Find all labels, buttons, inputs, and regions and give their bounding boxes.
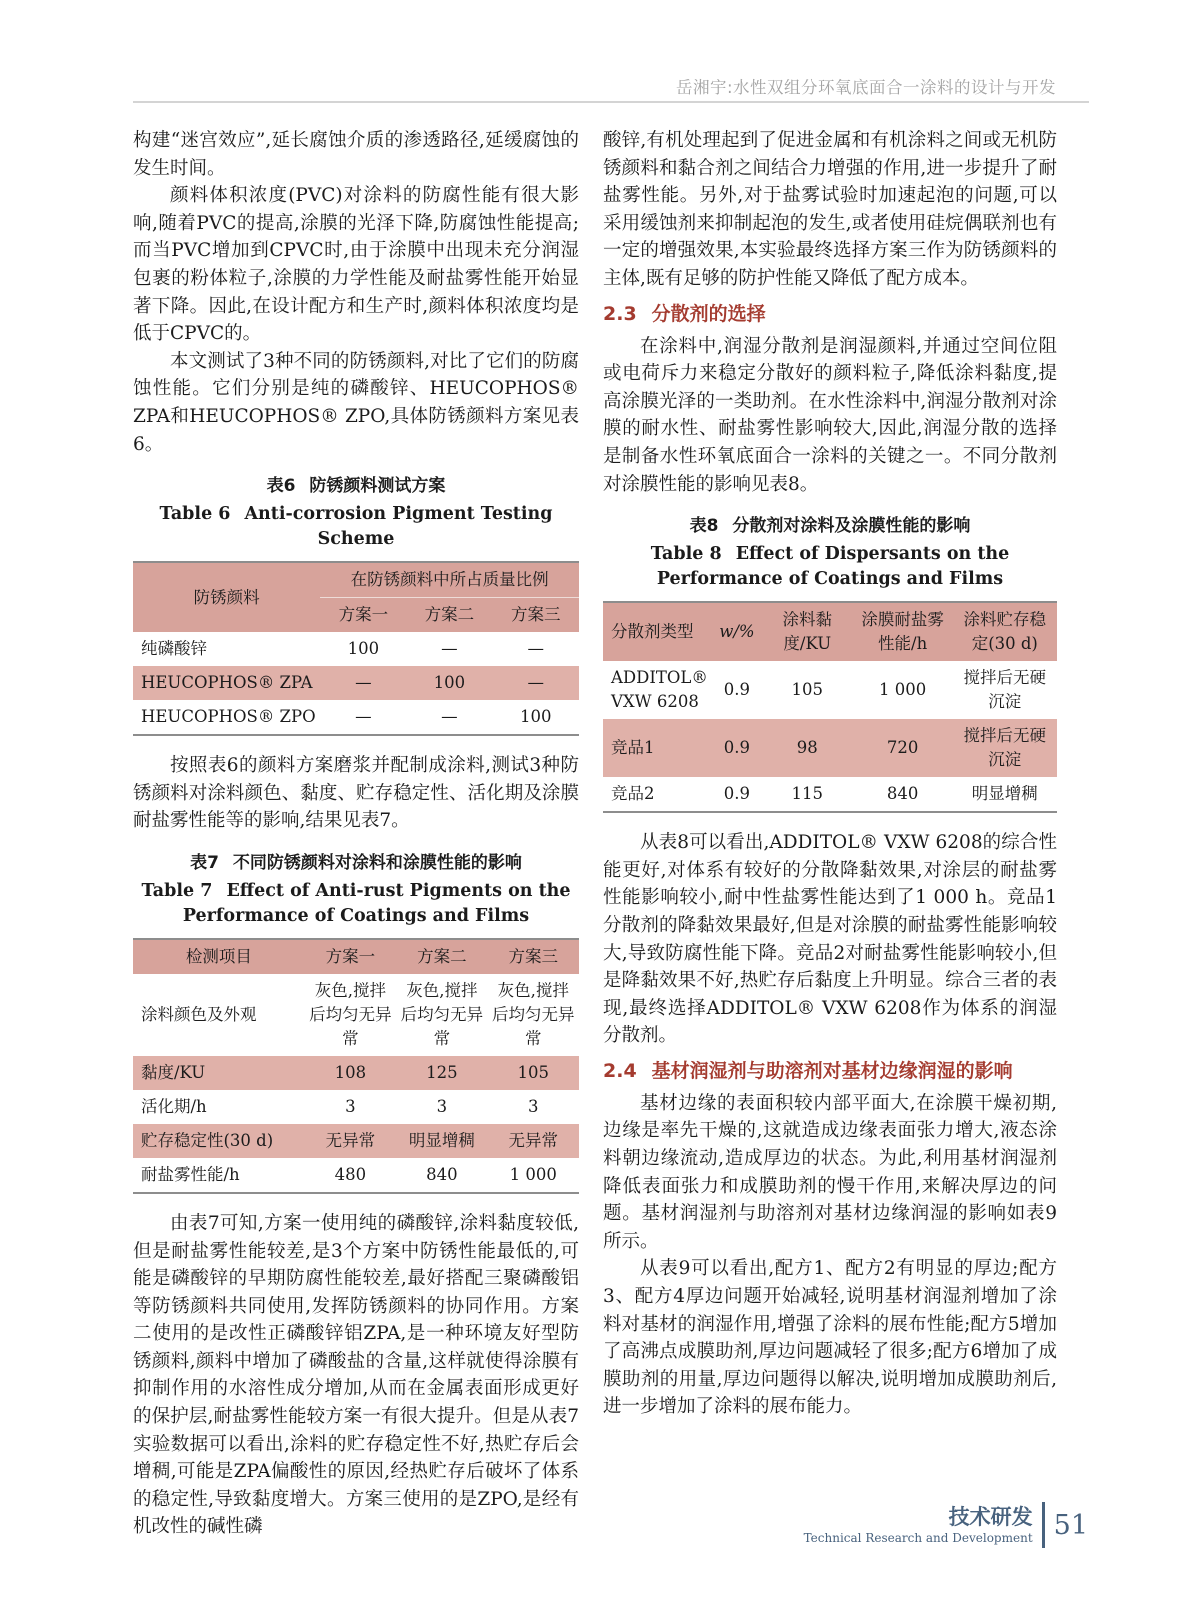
paragraph: 从表9可以看出,配方1、配方2有明显的厚边;配方3、配方4厚边问题开始减轻,说明基材润湿剂增加了涂料对基材的润湿作用,增强了涂料的展布性能;配方5增加了高沸点成膜助剂,厚边问题减轻了很多;配方6增加了成膜助剂的用量,厚边问题得以解决,说明增加成膜助剂后,进一步增加了涂料的展布能力。 — [603, 1258, 1057, 1418]
table-cell: — — [441, 639, 458, 659]
table-cell: 3 — [528, 1096, 539, 1116]
table-cell: — — [527, 639, 544, 659]
table-cell: 115 — [791, 784, 824, 804]
page-body — [133, 127, 1057, 1541]
table-cell: 灰色,搅拌后均匀无异常 — [400, 980, 484, 1048]
right-column — [603, 127, 1057, 1421]
paragraph: 按照表6的颜料方案磨浆并配制成涂料,测试3种防锈颜料对涂料颜色、黏度、贮存稳定性、活化期及涂膜耐盐雾性能等的影响,结果见表7。 — [133, 755, 579, 832]
table7-label-cn: 表7 — [190, 852, 219, 873]
table-header-cell: 涂膜耐盐雾性能/h — [853, 602, 953, 661]
table7-block — [133, 850, 579, 1194]
table-header-cell: 方案一 — [320, 598, 406, 633]
table-cell: 黏度/KU — [133, 1056, 305, 1090]
table-cell: 无异常 — [305, 1124, 396, 1158]
table6-label-cn: 表6 — [266, 476, 296, 497]
section-title: 基材润湿剂与助溶剂对基材边缘润湿的影响 — [651, 1059, 1013, 1082]
table-header-cell: w/% — [712, 602, 762, 661]
table7-caption-en — [133, 879, 579, 929]
table-cell: 3 — [436, 1096, 448, 1116]
page-number: 51 — [1053, 1509, 1088, 1541]
paragraph: 颜料体积浓度(PVC)对涂料的防腐性能有很大影响,随着PVC的提高,涂膜的光泽下降,防腐蚀性能提高;而当PVC增加到CPVC时,由于涂膜中出现未充分润湿包裹的粉体粒子,涂膜的力学性能及耐盐雾性能开始显著下降。因此,在设计配方和生产时,颜料体积浓度均是低于CPVC的。 — [133, 185, 579, 345]
paragraph: 构建“迷宫效应”,延长腐蚀介质的渗透路径,延缓腐蚀的发生时间。 — [133, 130, 579, 179]
table8-title-en: Effect of Dispersants on the Performance of Coatings and Films — [656, 544, 1010, 590]
table-header-cell: 涂料贮存稳定(30 d) — [953, 602, 1057, 661]
footer-section-cn: 技术研发 — [948, 1504, 1033, 1529]
table-cell: 108 — [305, 1056, 396, 1090]
table6-title-en: Anti-corrosion Pigment Testing Scheme — [244, 504, 553, 550]
table8-caption-cn — [603, 513, 1057, 539]
table-row — [603, 661, 1057, 719]
table-header-cell: 方案二 — [396, 939, 487, 974]
section-heading-2-4 — [603, 1056, 1057, 1086]
table-cell: 1 000 — [879, 680, 927, 700]
table-row — [133, 1158, 579, 1193]
table-header-cell: 分散剂类型 — [603, 602, 712, 661]
table-header-cell: 方案一 — [305, 939, 396, 974]
table-cell: 105 — [488, 1056, 579, 1090]
table6-label-en: Table 6 — [159, 504, 231, 525]
table-row — [133, 974, 579, 1056]
table-8 — [603, 601, 1057, 813]
table-cell: 活化期/h — [141, 1096, 207, 1116]
section-number: 2.3 — [603, 302, 637, 325]
table7-caption-cn — [133, 850, 579, 876]
table6-block — [133, 473, 579, 736]
table-cell: 纯磷酸锌 — [141, 639, 207, 659]
section-title: 分散剂的选择 — [651, 302, 766, 325]
table-cell: 无异常 — [488, 1124, 579, 1158]
table-row — [603, 719, 1057, 777]
table-cell: 明显增稠 — [396, 1124, 487, 1158]
footer-divider — [1042, 1502, 1045, 1548]
page-footer — [804, 1502, 1088, 1548]
paragraph: 本文测试了3种不同的防锈颜料,对比了它们的防腐蚀性能。它们分别是纯的磷酸锌、HEUCOPHOS® ZPA和HEUCOPHOS® ZPO,具体防锈颜料方案见表6。 — [133, 350, 579, 455]
table-cell: 0.9 — [712, 719, 762, 777]
table-cell: 涂料颜色及外观 — [141, 1004, 257, 1024]
table-cell: — — [320, 666, 406, 700]
table-6 — [133, 561, 579, 736]
table8-block — [603, 513, 1057, 813]
table7-title-en: Effect of Anti-rust Pigments on the Performance of Coatings and Films — [182, 880, 571, 926]
table-cell: 1 000 — [509, 1164, 557, 1184]
table-cell: 灰色,搅拌后均匀无异常 — [309, 980, 392, 1048]
table-header-cell: 涂料黏度/KU — [762, 602, 853, 661]
table-cell: — — [441, 707, 458, 727]
table-header-cell: 方案三 — [492, 598, 579, 633]
table8-caption-en — [603, 542, 1057, 592]
table-header-cell: 防锈颜料 — [133, 562, 320, 632]
header-rule — [133, 101, 1089, 103]
paragraph: 由表7可知,方案一使用纯的磷酸锌,涂料黏度较低,但是耐盐雾性能较差,是3个方案中防锈性能最低的,可能是磷酸锌的早期防腐性能较差,最好搭配三聚磷酸铝等防锈颜料共同使用,发挥防锈颜料的协同作用。方案二使用的是改性正磷酸锌铝ZPA,是一种环境友好型防锈颜料,颜料中增加了磷酸盐的含量,这样就使得涂膜有抑制作用的水溶性成分增加,从而在金属表面形成更好的保护层,耐盐雾性能较方案一有很大提升。但是从表7实验数据可以看出,涂料的贮存稳定性不好,热贮存后会增稠,可能是ZPA偏酸性的原因,经热贮存后破坏了体系的稳定性,导致黏度增大。方案三使用的是ZPO,是经有机改性的碱性磷 — [133, 1212, 579, 1538]
table-cell: 3 — [345, 1096, 356, 1116]
table-cell: ADDITOL® VXW 6208 — [611, 668, 708, 712]
paragraph: 在涂料中,润湿分散剂是润湿颜料,并通过空间位阻或电荷斥力来稳定分散好的颜料粒子,降低涂料黏度,提高涂膜光泽的一类助剂。在水性涂料中,润湿分散剂对涂膜的耐水性、耐盐雾性影响较大,因此,润湿分散的选择是制备水性环氧底面合一涂料的关键之一。不同分散剂对涂膜性能的影响见表8。 — [603, 335, 1057, 495]
table-header-cell: 在防锈颜料中所占质量比例 — [320, 562, 579, 598]
table-header-cell: 方案三 — [488, 939, 579, 974]
section-number: 2.4 — [603, 1059, 637, 1082]
table-cell: 105 — [791, 680, 824, 700]
table-cell: HEUCOPHOS® ZPA — [133, 666, 320, 700]
table-row — [133, 1124, 579, 1158]
left-column — [133, 127, 579, 1541]
table8-label-cn: 表8 — [689, 516, 719, 537]
running-head: 岳湘宇:水性双组分环氧底面合一涂料的设计与开发 — [675, 78, 1056, 97]
table-cell: 0.9 — [723, 784, 751, 804]
table6-caption-en — [133, 502, 579, 552]
table-cell: 98 — [762, 719, 853, 777]
footer-section-labels — [804, 1505, 1033, 1546]
table-7 — [133, 938, 579, 1194]
table8-title-cn: 分散剂对涂料及涂膜性能的影响 — [732, 516, 971, 537]
table-header-cell: 检测项目 — [133, 939, 305, 974]
table7-label-en: Table 7 — [141, 880, 213, 901]
table-header-cell: 方案二 — [406, 598, 492, 633]
table-cell: 840 — [886, 784, 919, 804]
table-cell: 125 — [396, 1056, 487, 1090]
table6-caption-cn — [133, 473, 579, 499]
paragraph: 基材边缘的表面积较内部平面大,在涂膜干燥初期,边缘是率先干燥的,这就造成边缘表面张力增大,液态涂料朝边缘流动,造成厚边的状态。为此,利用基材润湿剂降低表面张力和成膜助剂的慢干作用,来解决厚边的问题。基材润湿剂与助溶剂对基材边缘润湿的影响如表9所示。 — [603, 1092, 1057, 1252]
table-cell: 灰色,搅拌后均匀无异常 — [492, 980, 575, 1048]
table-cell: 720 — [853, 719, 953, 777]
table-cell: 100 — [406, 666, 492, 700]
table-cell: HEUCOPHOS® ZPO — [141, 707, 316, 727]
table7-title-cn: 不同防锈颜料对涂料和涂膜性能的影响 — [232, 852, 522, 873]
table-cell: 搅拌后无硬沉淀 — [963, 668, 1047, 712]
table-cell: — — [355, 707, 372, 727]
table8-label-en: Table 8 — [650, 544, 722, 565]
table-row — [133, 1090, 579, 1124]
table-cell: 搅拌后无硬沉淀 — [953, 719, 1057, 777]
table-cell: 竞品2 — [611, 784, 655, 804]
table6-title-cn: 防锈颜料测试方案 — [309, 476, 446, 497]
table-cell: 480 — [334, 1164, 367, 1184]
footer-section-en: Technical Research and Development — [803, 1530, 1033, 1545]
table-cell: 840 — [426, 1164, 458, 1184]
paragraph: 酸锌,有机处理起到了促进金属和有机涂料之间或无机防锈颜料和黏合剂之间结合力增强的作用,进一步提升了耐盐雾性能。另外,对于盐雾试验时加速起泡的问题,可以采用缓蚀剂来抑制起泡的发生,或者使用硅烷偶联剂也有一定的增强效果,本实验最终选择方案三作为防锈颜料的主体,既有足够的防护性能又降低了配方成本。 — [603, 130, 1057, 289]
table-row — [133, 666, 579, 700]
table-cell: 100 — [347, 639, 380, 659]
section-heading-2-3 — [603, 299, 1057, 329]
paragraph: 从表8可以看出,ADDITOL® VXW 6208的综合性能更好,对体系有较好的分散降黏效果,对涂层的耐盐雾性能影响较小,耐中性盐雾性能达到了1 000 h。竞品1分散剂的降黏效果最好,但是对涂膜的耐盐雾性能影响较大,导致防腐性能下降。竞品2对耐盐雾性能影响较小,但是降黏效果不好,热贮存后黏度上升明显。综合三者的表现,最终选择ADDITOL® VXW 6208作为体系的润湿分散剂。 — [603, 832, 1057, 1047]
table-cell: 贮存稳定性(30 d) — [133, 1124, 305, 1158]
table-row — [603, 777, 1057, 812]
table-cell: — — [492, 666, 579, 700]
table-cell: 明显增稠 — [971, 784, 1038, 804]
table-row — [133, 1056, 579, 1090]
table-row — [133, 632, 579, 666]
table-cell: 0.9 — [723, 680, 751, 700]
table-cell: 耐盐雾性能/h — [141, 1164, 240, 1184]
table-cell: 100 — [519, 707, 552, 727]
table-cell: 竞品1 — [603, 719, 712, 777]
table-row — [133, 700, 579, 735]
